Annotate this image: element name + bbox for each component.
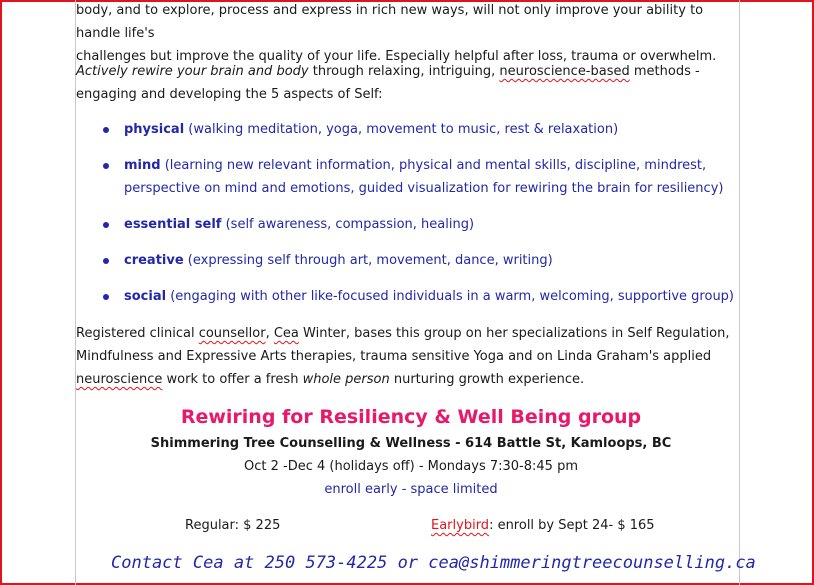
counsellor-word: counsellor [198, 326, 266, 341]
contact-line: Contact Cea at 250 573-4225 or cea@shimmeringtreecounselling.ca [111, 553, 756, 573]
list-item [76, 118, 746, 141]
aspect-name: social [124, 289, 167, 304]
counsellor-text-b: , [265, 326, 274, 341]
bullet-icon [103, 258, 109, 264]
list-item [76, 154, 746, 200]
intro-line-2: challenges but improve the quality of your life. Especially helpful after loss, trauma or overwhelm. [76, 49, 717, 64]
counsellor-whole-person: whole person [302, 372, 390, 387]
bullet-icon [103, 294, 109, 300]
counsellor-text-c: Winter, bases this group on her specializations in Self Regulation, Mindfulness and Expressive Arts therapies, trauma sensitive Yoga and on Linda Graham's applied [76, 326, 730, 364]
rewire-text-b: methods - engaging and developing the 5 aspects of Self: [76, 64, 700, 102]
earlybird-word: Earlybird [431, 518, 490, 533]
counsellor-text-e: nurturing growth experience. [389, 372, 585, 387]
price-earlybird [431, 514, 655, 537]
rewire-text-a: through relaxing, intriguing, [308, 64, 500, 79]
aspect-desc: (self awareness, compassion, healing) [221, 217, 475, 232]
list-item [76, 285, 746, 308]
aspect-desc: (walking meditation, yoga, movement to music, rest & relaxation) [184, 122, 619, 137]
event-dates: Oct 2 -Dec 4 (holidays off) - Mondays 7:30-8:45 pm [244, 459, 578, 474]
rewire-paragraph [76, 60, 746, 106]
list-item [76, 213, 746, 236]
aspect-name: physical [124, 122, 185, 137]
price-regular: Regular: $ 225 [185, 518, 281, 533]
counsellor-text-a: Registered clinical [76, 326, 199, 341]
aspects-list [76, 118, 746, 321]
event-enroll-note: enroll early - space limited [324, 482, 498, 497]
rewire-neuro-word: neuroscience-based [499, 64, 630, 79]
aspect-desc: (engaging with other like-focused individuals in a warm, welcoming, supportive group) [166, 289, 735, 304]
intro-line-1: body, and to explore, process and express in rich new ways, will not only improve your ability to handle life's [76, 3, 704, 41]
list-item [76, 249, 746, 272]
aspect-desc: (learning new relevant information, physical and mental skills, discipline, mindrest, perspective on mind and emotions, guided visualization for rewiring the brain for resiliency) [124, 158, 724, 196]
intro-paragraph [76, 0, 746, 68]
event-venue: Shimmering Tree Counselling & Wellness - 614 Battle St, Kamloops, BC [150, 436, 672, 451]
event-title: Rewiring for Resiliency & Well Being group [180, 406, 642, 428]
bullet-icon [103, 163, 109, 169]
rewire-italic: Actively rewire your brain and body [76, 64, 309, 79]
bullet-icon [103, 127, 109, 133]
aspect-name: essential self [124, 217, 222, 232]
bullet-icon [103, 222, 109, 228]
aspect-name: creative [124, 253, 184, 268]
earlybird-rest: : enroll by Sept 24- $ 165 [489, 518, 655, 533]
aspect-desc: (expressing self through art, movement, dance, writing) [183, 253, 553, 268]
counsellor-paragraph [76, 322, 746, 391]
aspect-name: mind [124, 158, 161, 173]
counsellor-name-cea: Cea [273, 326, 299, 341]
counsellor-neuro-word: neuroscience [76, 372, 163, 387]
counsellor-text-d: work to offer a fresh [162, 372, 303, 387]
